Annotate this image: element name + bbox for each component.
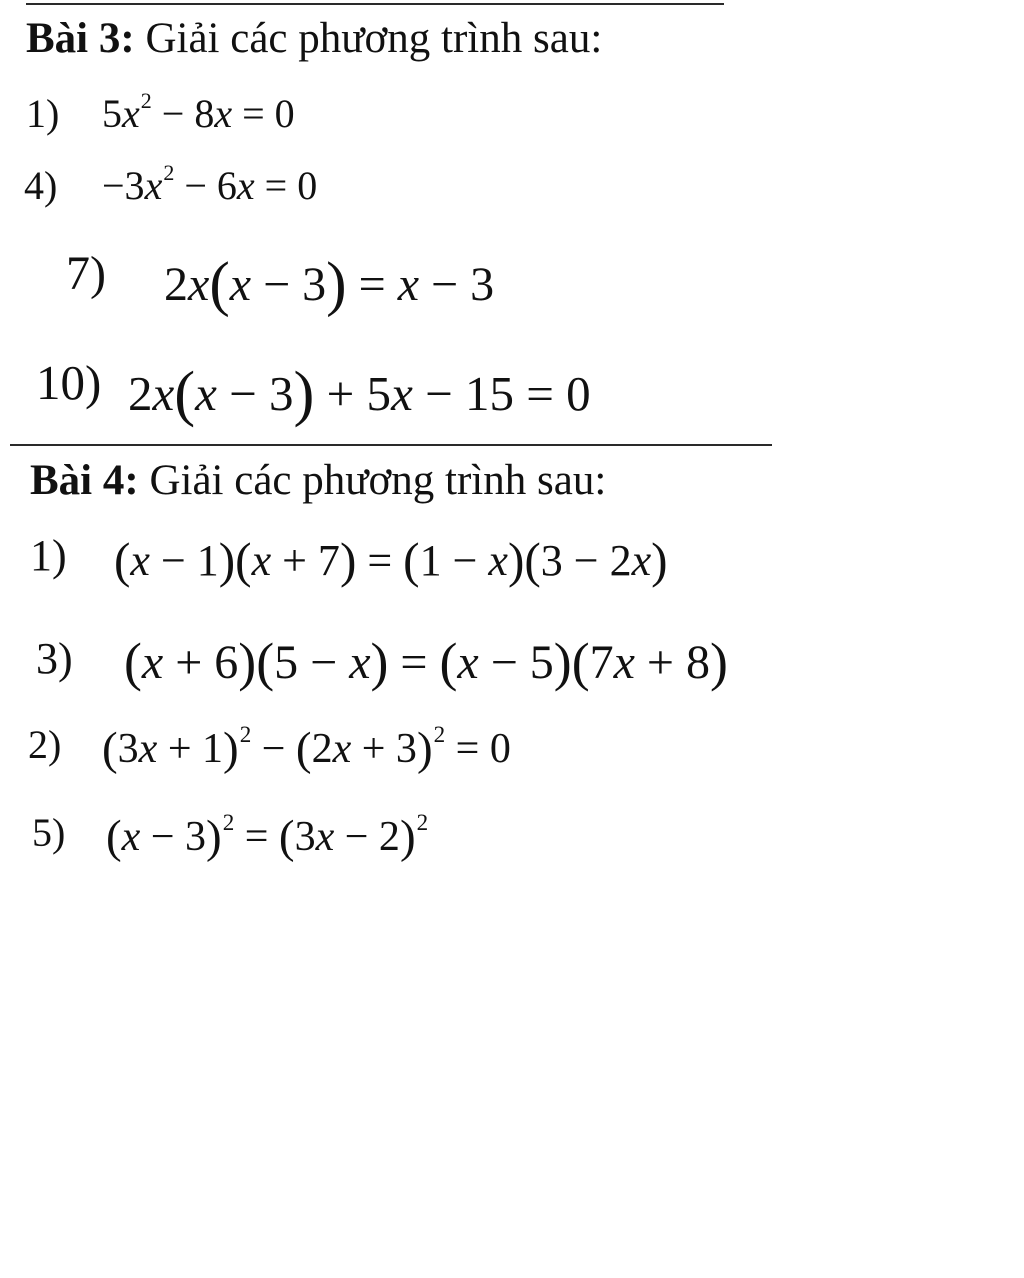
equation: $5x^2 - 8x = 0$ [102, 88, 295, 136]
equation: (x + 6)(5 − x) = (x − 5)(7x + 8) [124, 632, 728, 693]
exercise-3-label: Bài 3: [26, 15, 135, 62]
problem-number: 4) [24, 163, 58, 208]
exercise-3-problem-4 [24, 160, 318, 208]
equation: $-3x^2 - 6x = 0$ [102, 160, 318, 208]
problem-number: 3) [36, 634, 73, 683]
equation: 2x(x − 3) + 5x − 15 = 0 [128, 357, 591, 428]
problem-number: 10) [36, 355, 102, 410]
exercise-4-problem-1 [30, 531, 668, 588]
problem-number: 2) [28, 722, 62, 767]
equation: 2x(x − 3) = x − 3 [164, 249, 495, 318]
exercise-4-problem-5 [32, 809, 429, 863]
top-divider [26, 3, 724, 5]
exercise-4-label: Bài 4: [30, 457, 139, 504]
equation: (x − 1)(x + 7) = (1 − x)(3 − 2x) [114, 532, 668, 588]
exercise-3-instruction: Giải các phương trình sau: [134, 15, 603, 62]
equation: $(3x + 1)^2 - (2x + 3)^2 = 0$ [102, 721, 511, 775]
exercise-4-problem-2 [28, 721, 511, 775]
equation: $(x - 3)^2 = (3x - 2)^2$ [106, 809, 429, 863]
exercise-3-problem-7 [66, 247, 495, 318]
problem-number: 7) [66, 247, 106, 300]
problem-number: 1) [30, 531, 67, 580]
exercise-3-problem-1 [26, 88, 295, 136]
problem-number: 1) [26, 91, 60, 136]
exercise-4-problem-3 [36, 632, 728, 693]
exercise-4-heading [30, 459, 606, 502]
exercise-3-heading [26, 17, 602, 60]
section-divider [10, 444, 772, 446]
problem-number: 5) [32, 810, 66, 855]
exercise-3-problem-10 [36, 355, 591, 428]
exercise-4-instruction: Giải các phương trình sau: [138, 457, 607, 504]
